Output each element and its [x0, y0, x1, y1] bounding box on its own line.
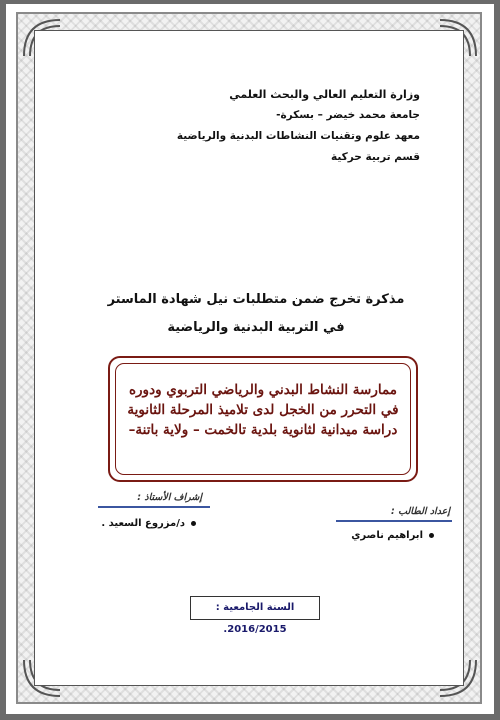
institution-header — [177, 84, 420, 168]
supervisor-name-line — [66, 518, 196, 529]
student-name-line — [322, 530, 434, 541]
ministry-name: وزارة التعليم العالي والبحث العلمي — [229, 88, 420, 101]
supervisor-label: إشراف الأستاذ : — [137, 492, 202, 503]
bullet-icon — [429, 533, 434, 538]
supervisor-name: د/مزروع السعيد . — [101, 518, 185, 529]
thesis-title-line3: دراسة ميدانية لثانوية بلدية تالخمت – ولاية باتنة– — [128, 422, 398, 438]
document-page — [6, 4, 494, 714]
student-name: ابراهيم ناصري — [351, 530, 423, 541]
department-name: قسم تربية حركية — [330, 151, 420, 163]
thesis-statement-line2: في التربية البدنية والرياضية — [167, 320, 345, 335]
institute-name: معهد علوم وتقنيات النشاطات البدنية والرياضية — [176, 130, 420, 142]
thesis-statement-line1: مذكرة تخرج ضمن متطلبات نيل شهادة الماستر — [107, 292, 405, 307]
title-frame — [108, 356, 418, 482]
academic-year: السنة الجامعية : 2016/2015. — [190, 596, 320, 620]
thesis-title-line2: في التحرر من الخجل لدى تلاميذ المرحلة الثانوية — [127, 402, 399, 418]
bullet-icon — [191, 521, 196, 526]
supervisor-underline — [98, 506, 210, 508]
university-name: جامعة محمد خيضر – بسكرة- — [276, 109, 420, 121]
student-label: إعداد الطالب : — [390, 506, 450, 517]
thesis-title — [108, 380, 418, 440]
thesis-title-line1: ممارسة النشاط البدني والرياضي التربوي ودوره — [128, 382, 398, 398]
student-underline — [336, 520, 452, 522]
